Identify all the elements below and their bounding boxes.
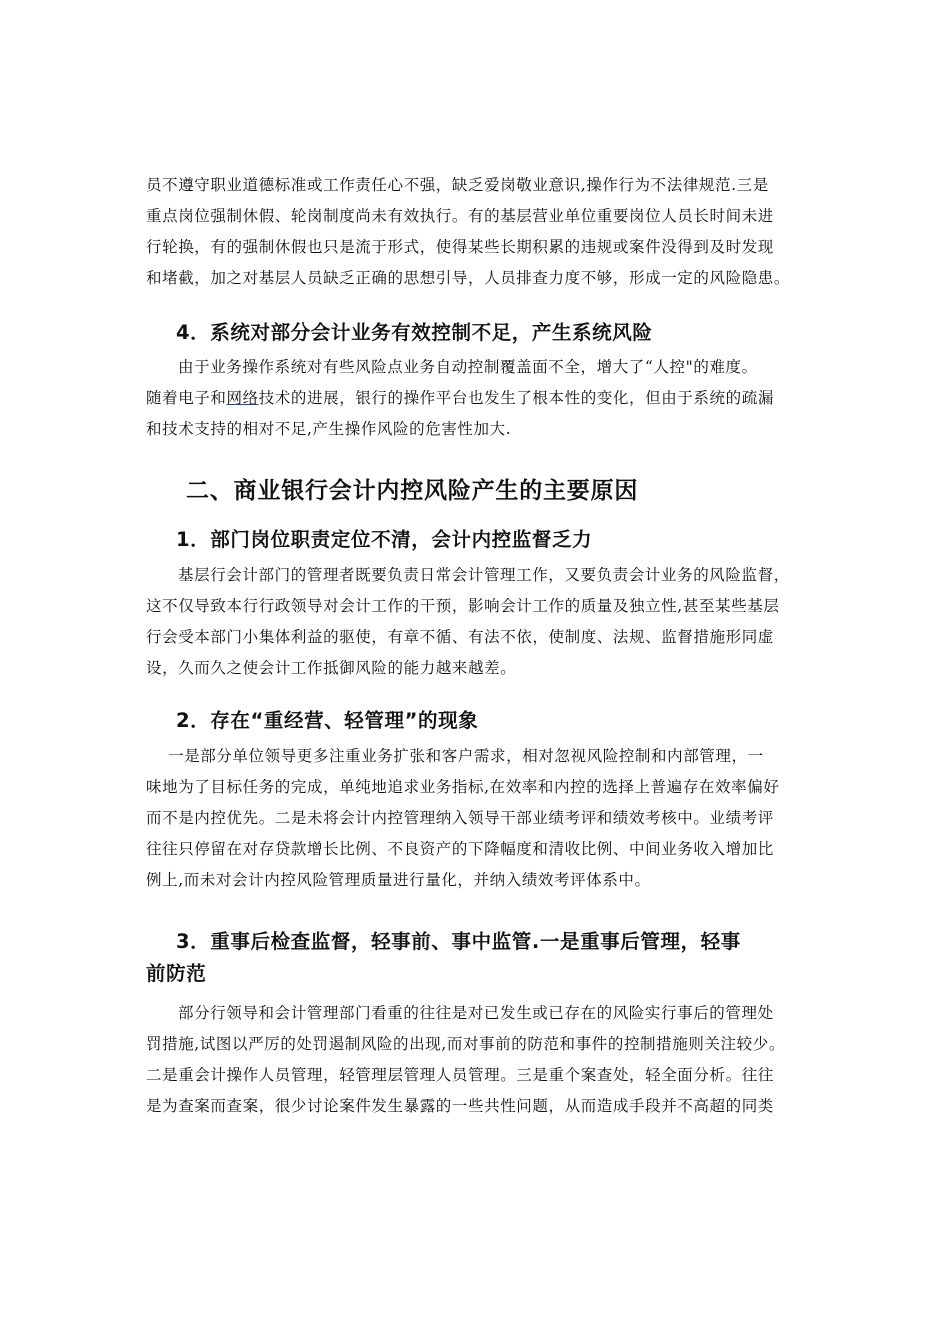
paragraph-post-inspection [146,998,806,1122]
text-line: 二是重会计操作人员管理，轻管理层管理人员管理。三是重个案查处，轻全面分析。往往 [146,1066,774,1084]
heading-business-over-management: 2．存在“重经营、轻管理”的现象 [176,709,479,732]
heading-line: 3．重事后检查监督，轻事前、事中监管.一是重事后管理，轻事 [176,930,741,953]
paragraph-business-over-management [146,741,806,896]
text-line: 行轮换，有的强制休假也只是流于形式，使得某些长期积累的违规或案件没得到及时发现 [146,238,774,256]
text-line: 这不仅导致本行行政领导对会计工作的干预，影响会计工作的质量及独立性,甚至某些基层 [146,597,780,615]
text-line: 例上,而未对会计内控风险管理质量进行量化，并纳入绩效考评体系中。 [146,871,651,889]
heading-post-inspection [146,926,826,990]
text-line: 和堵截，加之对基层人员缺乏正确的思想引导，人员排查力度不够，形成一定的风险隐患。 [146,269,791,287]
text-segment: 技术的进展，银行的操作平台也发生了根本性的变化，但由于系统的疏漏 [258,389,774,407]
text-segment: 随着电子和 [146,389,227,407]
text-line: 一是部分单位领导更多注重业务扩张和客户需求，相对忽视风险控制和内部管理，一 [168,747,764,765]
text-line: 味地为了目标任务的完成，单纯地追求业务指标,在效率和内控的选择上普遍存在效率偏好 [146,778,780,796]
heading-line: 前防范 [146,962,207,985]
text-line: 由于业务操作系统对有些风险点业务自动控制覆盖面不全，增大了“人控"的难度。 [178,358,758,376]
network-link[interactable]: 网络 [226,389,259,407]
text-line: 设，久而久之使会计工作抵御风险的能力越来越差。 [146,659,517,677]
heading-system-risk: 4．系统对部分会计业务有效控制不足，产生系统风险 [176,321,653,344]
text-line: 往往只停留在对存贷款增长比例、不良资产的下降幅度和清收比例、中间业务收入增加比 [146,840,774,858]
text-line: 而不是内控优先。二是未将会计内控管理纳入领导干部业绩考评和绩效考核中。业绩考评 [146,809,774,827]
heading-duties-unclear: 1．部门岗位职责定位不清，会计内控监督乏力 [176,528,593,551]
text-line: 员不遵守职业道德标准或工作责任心不强，缺乏爱岗敬业意识,操作行为不法律规范.三是 [146,176,769,194]
text-line: 基层行会计部门的管理者既要负责日常会计管理工作，又要负责会计业务的风险监督， [178,566,790,584]
text-line: 是为查案而查案，很少讨论案件发生暴露的一些共性问题，从而造成手段并不高超的同类 [146,1097,774,1115]
paragraph-duties-unclear [146,560,806,684]
text-line: 行会受本部门小集体利益的驱使，有章不循、有法不依，使制度、法规、监督措施形同虚 [146,628,774,646]
paragraph-system-risk [146,352,806,445]
text-line: 和技术支持的相对不足,产生操作风险的危害性加大. [146,420,512,438]
section-heading: 二、商业银行会计内控风险产生的主要原因 [186,478,639,504]
text-line: 部分行领导和会计管理部门看重的往往是对已发生或已存在的风险实行事后的管理处 [178,1004,774,1022]
text-line [146,383,806,414]
text-line: 罚措施,试图以严厉的处罚遏制风险的出现,而对事前的防范和事件的控制措施则关注较少。 [146,1035,785,1053]
paragraph-intro [146,170,806,294]
text-line: 重点岗位强制休假、轮岗制度尚未有效执行。有的基层营业单位重要岗位人员长时间未进 [146,207,774,225]
